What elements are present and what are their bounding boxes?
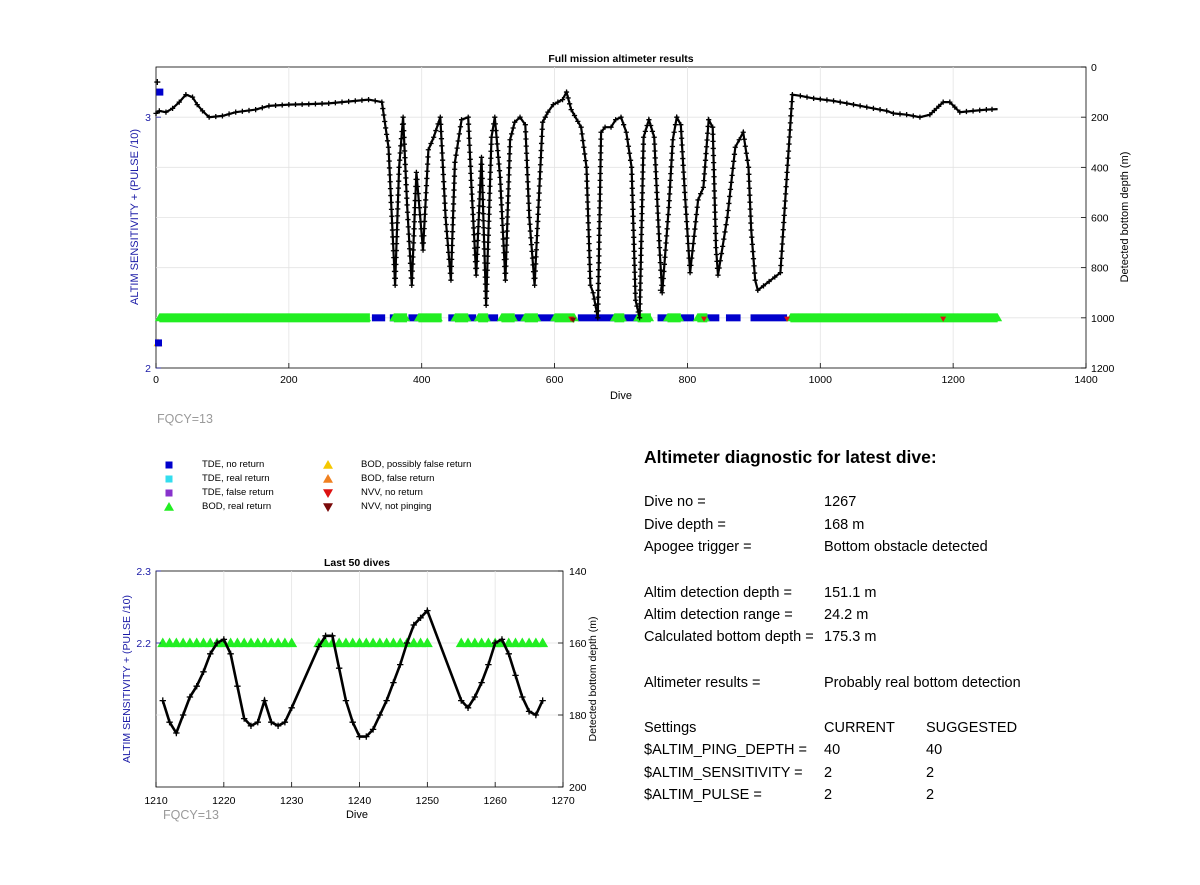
bottom-y-right-tick-label: 200 xyxy=(569,782,587,794)
diagnostic-heading: Altimeter diagnostic for latest dive: xyxy=(644,447,937,467)
altim-range-label: Altim detection range = xyxy=(644,607,793,623)
top-fqcy-label: FQCY=13 xyxy=(157,412,213,426)
top-x-tick-label: 0 xyxy=(153,374,159,386)
top-y-right-tick-label: 600 xyxy=(1091,212,1109,225)
altim-depth-label: Altim detection depth = xyxy=(644,585,792,601)
legend-label: TDE, real return xyxy=(202,473,270,484)
ping-depth-current: 40 xyxy=(824,742,841,758)
dive-no-label: Dive no = xyxy=(644,494,706,510)
results-label: Altimeter results = xyxy=(644,675,761,691)
top-x-axis-label: Dive xyxy=(609,390,633,402)
sensitivity-label: $ALTIM_SENSITIVITY = xyxy=(644,765,803,781)
top-x-tick-label: 600 xyxy=(545,374,564,386)
bottom-y-right-tick-label: 180 xyxy=(569,710,587,722)
apogee-value: Bottom obstacle detected xyxy=(824,539,988,555)
top-y-left-tick-label: 2 xyxy=(145,363,151,375)
bottom-x-tick-label: 1210 xyxy=(144,795,168,807)
legend-label: TDE, no return xyxy=(202,459,265,470)
top-x-tick-label: 1400 xyxy=(1074,374,1098,386)
bottom-chart xyxy=(121,557,599,821)
top-y-right-tick-label: 1200 xyxy=(1091,363,1115,375)
top-x-tick-label: 200 xyxy=(280,374,298,386)
legend-label: NVV, not pinging xyxy=(361,501,432,512)
bottom-y-left-tick-label: 2.3 xyxy=(136,566,151,578)
top-y-right-tick-label: 1000 xyxy=(1091,312,1115,325)
pulse-suggested: 2 xyxy=(926,787,935,803)
dive-depth-value: 168 m xyxy=(824,517,865,533)
settings-label: Settings xyxy=(644,720,697,736)
calc-depth-label: Calculated bottom depth = xyxy=(644,629,814,645)
top-tde-no-return-band xyxy=(726,314,741,321)
top-tde-no-return-marker xyxy=(156,89,163,96)
bottom-x-tick-label: 1240 xyxy=(347,795,372,807)
calc-depth-value: 175.3 m xyxy=(824,629,877,645)
top-chart xyxy=(129,53,1131,402)
top-marker-bands xyxy=(155,313,1002,322)
top-y-right-tick-label: 0 xyxy=(1091,62,1097,74)
ping-depth-label: $ALTIM_PING_DEPTH = xyxy=(644,742,807,758)
results-value: Probably real bottom detection xyxy=(824,675,1021,691)
bottom-chart-title: Last 50 dives xyxy=(324,557,390,569)
top-y-right-label: Detected bottom depth (m) xyxy=(1119,151,1131,283)
sensitivity-current: 2 xyxy=(824,765,833,781)
top-chart-title: Full mission altimeter results xyxy=(548,53,694,65)
bottom-fqcy-label: FQCY=13 xyxy=(163,808,219,822)
top-y-right-tick-label: 800 xyxy=(1091,262,1109,275)
bottom-y-left-tick-label: 2.2 xyxy=(136,638,151,650)
bottom-x-tick-label: 1230 xyxy=(279,795,304,807)
legend-label: BOD, possibly false return xyxy=(361,459,472,470)
top-tde-no-return-marker xyxy=(155,339,162,346)
legend-label: TDE, false return xyxy=(202,487,274,498)
bottom-y-right-label: Detected bottom depth (m) xyxy=(587,616,599,742)
pulse-current: 2 xyxy=(824,787,833,803)
sensitivity-suggested: 2 xyxy=(926,765,935,781)
current-header: CURRENT xyxy=(824,720,895,736)
bottom-x-tick-label: 1260 xyxy=(483,795,507,807)
top-x-tick-label: 1200 xyxy=(941,374,965,386)
dive-depth-label: Dive depth = xyxy=(644,517,726,533)
bottom-y-right-tick-label: 160 xyxy=(569,638,587,650)
bottom-x-tick-label: 1270 xyxy=(551,795,575,807)
top-tde-no-return-band xyxy=(751,314,788,321)
top-y-right-tick-label: 200 xyxy=(1091,112,1109,125)
top-y-left-label: ALTIM SENSITIVITY + (PULSE /10) xyxy=(129,129,141,305)
marker-legend xyxy=(160,458,500,518)
ping-depth-suggested: 40 xyxy=(926,742,943,758)
bottom-y-left-label: ALTIM SENSITIVITY + (PULSE /10) xyxy=(121,595,133,763)
dive-no-value: 1267 xyxy=(824,494,857,510)
top-y-right-tick-label: 400 xyxy=(1091,162,1109,175)
top-tde-no-return-band xyxy=(372,314,385,321)
legend-label: NVV, no return xyxy=(361,487,423,498)
bottom-x-axis-label: Dive xyxy=(345,809,369,821)
bottom-x-tick-label: 1250 xyxy=(415,795,440,807)
pulse-label: $ALTIM_PULSE = xyxy=(644,787,762,803)
altim-depth-value: 151.1 m xyxy=(824,585,877,601)
suggested-header: SUGGESTED xyxy=(926,720,1018,736)
legend-label: BOD, false return xyxy=(361,473,435,484)
legend-label: BOD, real return xyxy=(202,501,272,512)
top-x-tick-label: 800 xyxy=(678,374,697,386)
altim-range-value: 24.2 m xyxy=(824,607,869,623)
bottom-x-tick-label: 1220 xyxy=(212,795,236,807)
top-x-tick-label: 400 xyxy=(412,374,431,386)
top-x-tick-label: 1000 xyxy=(808,374,832,386)
top-y-left-tick-label: 3 xyxy=(145,112,151,125)
apogee-label: Apogee trigger = xyxy=(644,539,752,555)
bottom-y-right-tick-label: 140 xyxy=(569,566,587,578)
